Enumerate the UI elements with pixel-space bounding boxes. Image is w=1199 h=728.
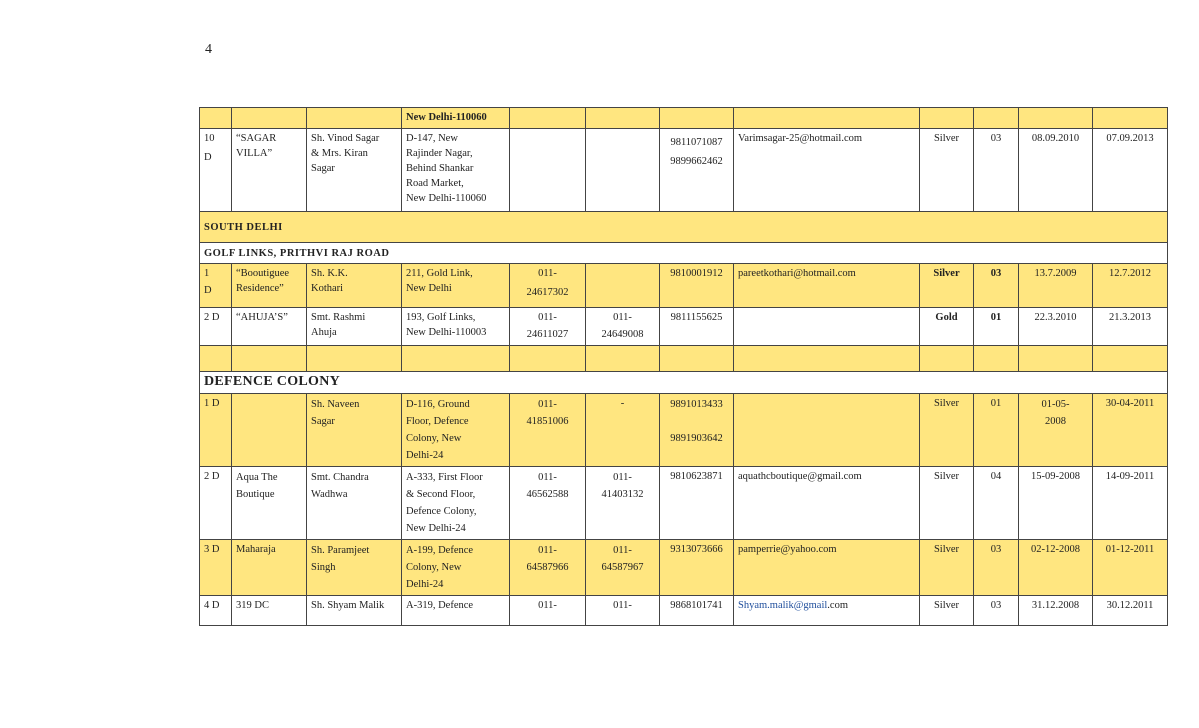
rooms-cell: 03	[974, 540, 1019, 596]
email-suffix: .com	[827, 600, 848, 611]
to-date-cell: 07.09.2013	[1093, 129, 1168, 212]
subsection-row	[200, 243, 1168, 264]
page-number: 4	[205, 42, 212, 57]
mobile-cell: 9810001912	[660, 264, 734, 308]
category-cell: Silver	[920, 467, 974, 540]
mobile-cell: 9811071087 9899662462	[660, 129, 734, 212]
to-date-cell: 30-04-2011	[1093, 394, 1168, 467]
to-date-cell: 21.3.2013	[1093, 308, 1168, 346]
rooms-cell: 01	[974, 308, 1019, 346]
category-cell: Silver	[920, 394, 974, 467]
category-cell: Gold	[920, 308, 974, 346]
address-cell: A-199, Defence Colony, New Delhi-24	[402, 540, 510, 596]
from-date-cell: 31.12.2008	[1019, 596, 1093, 626]
to-date-cell: 14-09-2011	[1093, 467, 1168, 540]
address-cell: A-319, Defence	[402, 596, 510, 626]
owner-cell: Sh. Shyam Malik	[307, 596, 402, 626]
serial-cell: 10 D	[200, 129, 232, 212]
owner-cell: Smt. Rashmi Ahuja	[307, 308, 402, 346]
name-cell: “AHUJA’S”	[232, 308, 307, 346]
from-date-cell: 02-12-2008	[1019, 540, 1093, 596]
to-date-cell: 01-12-2011	[1093, 540, 1168, 596]
serial-cell: 2 D	[200, 308, 232, 346]
phone1-cell: 011- 46562588	[510, 467, 586, 540]
from-date-cell: 08.09.2010	[1019, 129, 1093, 212]
empty-row	[200, 346, 1168, 372]
to-date-cell: 12.7.2012	[1093, 264, 1168, 308]
table-row	[200, 264, 1168, 308]
rooms-cell: 03	[974, 264, 1019, 308]
email-cell: pareetkothari@hotmail.com	[734, 264, 920, 308]
email-cell: aquathcboutique@gmail.com	[734, 467, 920, 540]
mobile-cell: 9313073666	[660, 540, 734, 596]
owner-cell: Sh. Vinod Sagar & Mrs. Kiran Sagar	[307, 129, 402, 212]
category-cell: Silver	[920, 264, 974, 308]
table-row	[200, 108, 1168, 129]
serial-cell: 1 D	[200, 394, 232, 467]
phone2-cell: -	[586, 394, 660, 467]
rooms-cell: 04	[974, 467, 1019, 540]
category-cell: Silver	[920, 596, 974, 626]
mobile-cell: 9810623871	[660, 467, 734, 540]
rooms-cell: 03	[974, 129, 1019, 212]
owner-cell: Sh. Paramjeet Singh	[307, 540, 402, 596]
phone1-cell: 011-	[510, 596, 586, 626]
from-date-cell: 13.7.2009	[1019, 264, 1093, 308]
phone1-cell: 011- 24611027	[510, 308, 586, 346]
serial-cell: 2 D	[200, 467, 232, 540]
to-date-cell: 30.12.2011	[1093, 596, 1168, 626]
mobile-cell: 9811155625	[660, 308, 734, 346]
email-cell: Varimsagar-25@hotmail.com	[734, 129, 920, 212]
rooms-cell: 01	[974, 394, 1019, 467]
name-cell: Aqua The Boutique	[232, 467, 307, 540]
from-date-cell: 22.3.2010	[1019, 308, 1093, 346]
phone1-cell: 011- 64587966	[510, 540, 586, 596]
subsection-heading: GOLF LINKS, PRITHVI RAJ ROAD	[200, 243, 1168, 264]
section-row	[200, 372, 1168, 394]
address-cell: D-147, New Rajinder Nagar, Behind Shankar Road Market, New Delhi-110060	[402, 129, 510, 212]
phone1-cell: 011- 41851006	[510, 394, 586, 467]
mobile-cell: 9891013433 9891903642	[660, 394, 734, 467]
email-link[interactable]: Shyam.malik@gmail	[738, 600, 828, 611]
table-row	[200, 596, 1168, 626]
table-row	[200, 467, 1168, 540]
table-row	[200, 308, 1168, 346]
name-cell: “Booutiguee Residence”	[232, 264, 307, 308]
serial-cell: 3 D	[200, 540, 232, 596]
table-row	[200, 540, 1168, 596]
email-cell	[734, 596, 920, 626]
address-cell: D-116, Ground Floor, Defence Colony, New Delhi-24	[402, 394, 510, 467]
owner-cell: Sh. K.K. Kothari	[307, 264, 402, 308]
phone2-cell: 011- 64587967	[586, 540, 660, 596]
name-cell: Maharaja	[232, 540, 307, 596]
phone2-cell: 011- 41403132	[586, 467, 660, 540]
table-row	[200, 394, 1168, 467]
section-row	[200, 212, 1168, 243]
from-date-cell: 15-09-2008	[1019, 467, 1093, 540]
address-cell: 211, Gold Link, New Delhi	[402, 264, 510, 308]
phone2-cell: 011-	[586, 596, 660, 626]
serial-cell: 1 D	[200, 264, 232, 308]
from-date-cell: 01-05- 2008	[1019, 394, 1093, 467]
owner-cell: Sh. Naveen Sagar	[307, 394, 402, 467]
section-heading: SOUTH DELHI	[200, 212, 1168, 243]
category-cell: Silver	[920, 129, 974, 212]
name-cell: “SAGAR VILLA”	[232, 129, 307, 212]
email-cell: pamperrie@yahoo.com	[734, 540, 920, 596]
mobile-cell: 9868101741	[660, 596, 734, 626]
rooms-cell: 03	[974, 596, 1019, 626]
name-cell: 319 DC	[232, 596, 307, 626]
guest-house-table	[199, 107, 1168, 626]
table-row	[200, 129, 1168, 212]
address-cell: 193, Golf Links, New Delhi-110003	[402, 308, 510, 346]
category-cell: Silver	[920, 540, 974, 596]
address-cell: A-333, First Floor & Second Floor, Defence Colony, New Delhi-24	[402, 467, 510, 540]
section-heading: DEFENCE COLONY	[200, 372, 1168, 394]
serial-cell: 4 D	[200, 596, 232, 626]
owner-cell: Smt. Chandra Wadhwa	[307, 467, 402, 540]
phone1-cell: 011- 24617302	[510, 264, 586, 308]
address-cell: New Delhi-110060	[402, 108, 510, 129]
phone2-cell: 011- 24649008	[586, 308, 660, 346]
